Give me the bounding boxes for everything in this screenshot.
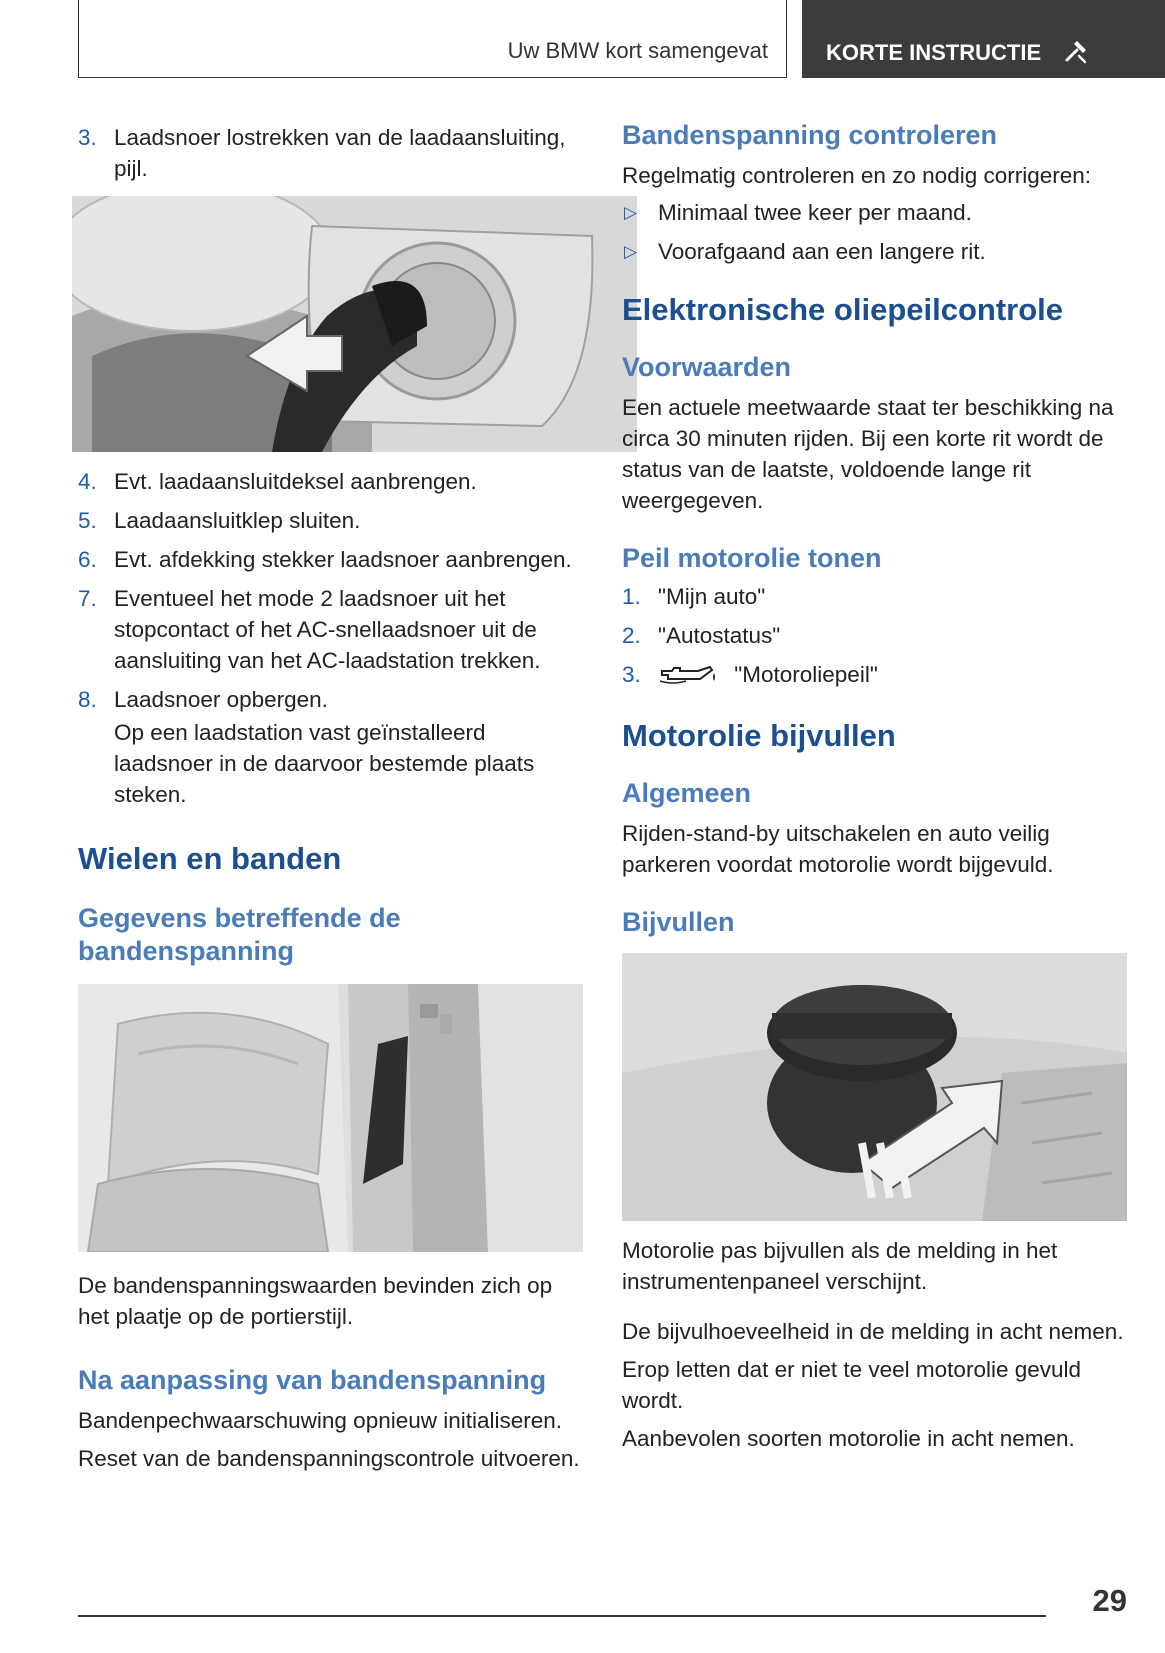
header-section-title: Uw BMW kort samengevat [507,38,768,63]
step-text: "Motoroliepeil" [734,662,878,687]
triangle-bullet-icon: ▷ [624,242,638,261]
general-text: Rijden-stand-by uitschakelen en auto veilig parkeren voordat motorolie wordt bijgevuld. [622,821,1054,877]
oil-cap-photo [622,953,1127,1221]
charging-cable-photo [72,196,637,452]
subsection-title-show-oil: Peil motorolie tonen [622,543,882,573]
refill-text-4: Aanbevolen soorten motorolie in acht nemen. [622,1426,1075,1451]
list-item [622,197,1132,228]
charging-cable-illustration [72,196,637,452]
after-adjust-text-2: Reset van de bandenspanningscontrole uitvoeren. [78,1446,580,1471]
triangle-bullet-icon: ▷ [624,203,638,222]
section-title-oil-check: Elektronische oliepeilcontrole [622,292,1064,327]
step-note: Op een laadstation vast geïnstalleerd laadsnoer in de daarvoor bestemde plaats steken. [114,720,535,807]
door-pillar-photo [78,984,583,1252]
step-text: Evt. laadaansluitdeksel aanbrengen. [114,469,477,494]
list-item [622,659,1132,693]
tools-icon [1063,38,1089,70]
step-text: Laadaansluitklep sluiten. [114,508,361,533]
header-box [78,0,787,78]
oil-can-icon [658,662,720,693]
footer-rule [78,1615,1046,1617]
step-text: "Mijn auto" [658,584,766,609]
step-number: 3. [78,125,97,150]
left-column [78,122,583,1474]
section-title-wheels: Wielen en banden [78,841,342,876]
step-number: 7. [78,586,97,611]
check-bullets [622,197,1132,267]
refill-text-1: Motorolie pas bijvullen als de melding in het instrumentenpaneel verschijnt. [622,1238,1058,1294]
step-number: 3. [622,662,641,687]
door-pillar-illustration [78,984,583,1252]
conditions-text: Een actuele meetwaarde staat ter beschikking na circa 30 minuten rijden. Bij een korte rit wordt de status van de laatste, voldoende lange rit weergegeven. [622,395,1114,513]
subsection-title-check: Bandenspanning controleren [622,120,998,150]
after-adjust-text-1: Bandenpechwaarschuwing opnieuw initialiseren. [78,1408,563,1433]
subsection-title-conditions: Voorwaarden [622,352,792,382]
header-chapter-title: KORTE INSTRUCTIE [826,40,1042,65]
step-text: Evt. afdekking stekker laadsnoer aanbrengen. [114,547,572,572]
list-item [622,236,1132,267]
charging-steps-start [78,122,583,184]
refill-text-3: Erop letten dat er niet te veel motorolie gevuld wordt. [622,1357,1082,1413]
step-text: Laadsnoer lostrekken van de laadaansluiting, pijl. [114,125,566,181]
step-number: 1. [622,584,641,609]
section-title-fill-oil: Motorolie bijvullen [622,718,896,753]
oil-cap-illustration [622,953,1127,1221]
subsection-title-tire-data: Gegevens betreffende de bandenspanning [78,903,401,966]
refill-text-2: De bijvulhoeveelheid in de melding in acht nemen. [622,1319,1124,1344]
list-item [78,583,583,676]
step-number: 8. [78,687,97,712]
step-text: Eventueel het mode 2 laadsnoer uit het stopcontact of het AC-snellaadsnoer uit de aansluiting van het AC-laadstation trekken. [114,586,541,673]
subsection-title-refill: Bijvullen [622,907,735,937]
right-column [622,122,1132,1454]
check-intro: Regelmatig controleren en zo nodig corrigeren: [622,163,1092,188]
bullet-text: Minimaal twee keer per maand. [658,200,972,225]
charging-steps-end [78,466,583,715]
step-number: 4. [78,469,97,494]
show-oil-steps [622,581,1132,693]
subsection-title-after-adjust: Na aanpassing van bandenspanning [78,1365,547,1395]
subsection-title-general: Algemeen [622,778,752,808]
step-number: 2. [622,623,641,648]
step-number: 6. [78,547,97,572]
page-number: 29 [1092,1583,1127,1618]
list-item [78,122,583,184]
list-item [78,684,583,715]
bullet-text: Voorafgaand aan een langere rit. [658,239,986,264]
tire-data-text: De bandenspanningswaarden bevinden zich op het plaatje op de portierstijl. [78,1273,553,1329]
list-item [622,581,1132,612]
list-item [78,466,583,497]
step-text: Laadsnoer opbergen. [114,687,328,712]
step-number: 5. [78,508,97,533]
step-text: "Autostatus" [658,623,781,648]
list-item [78,505,583,536]
list-item [78,544,583,575]
header-chapter [802,0,1165,78]
list-item [622,620,1132,651]
